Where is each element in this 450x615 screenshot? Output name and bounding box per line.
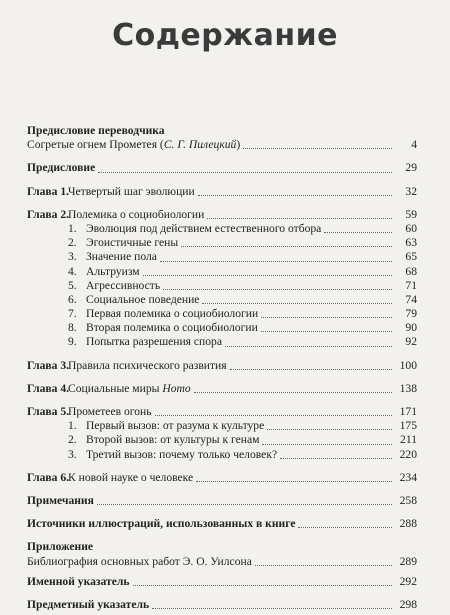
toc-row (27, 555, 417, 569)
toc-row (27, 279, 417, 293)
dot-leader (152, 607, 392, 609)
toc-entry-label: Предисловие переводчика (27, 124, 165, 137)
toc-row (27, 359, 417, 373)
toc-row (27, 185, 417, 199)
toc-row (27, 307, 417, 321)
page-number: 29 (405, 161, 417, 175)
dot-leader (194, 391, 392, 393)
dot-leader (133, 584, 392, 586)
toc-row (27, 250, 417, 264)
toc-entry-label: 4. Альтруизм (68, 264, 140, 278)
table-of-contents (27, 124, 417, 612)
section-number: 1. (68, 419, 77, 433)
toc-row (27, 335, 417, 349)
dot-leader (202, 302, 392, 304)
toc-row (27, 575, 417, 589)
toc-entry-label: Примечания (27, 493, 94, 507)
page-number: 59 (405, 207, 417, 221)
toc-row (27, 448, 417, 462)
page-number: 175 (399, 419, 417, 433)
page-number: 289 (399, 554, 417, 568)
dot-leader (280, 457, 392, 459)
toc-row (27, 405, 417, 419)
dot-leader (207, 217, 392, 219)
dot-leader (181, 245, 392, 247)
toc-entry-label: Приложение (27, 540, 94, 554)
section-number: 3. (68, 250, 77, 264)
toc-row (27, 517, 417, 531)
dot-leader (230, 368, 392, 370)
page-number: 288 (399, 517, 417, 531)
toc-entry-label: 5. Агрессивность (68, 278, 161, 292)
toc-entry-label: 3. Третий вызов: почему только человек? (68, 447, 278, 461)
dot-leader (225, 345, 392, 347)
section-number: 4. (68, 264, 77, 278)
page-number: 211 (400, 433, 417, 447)
toc-entry-label: 9. Попытка разрешения спора (68, 335, 223, 349)
dot-leader (255, 564, 392, 566)
toc-row (27, 124, 417, 138)
toc-entry-label: 2. Второй вызов: от культуры к генам (68, 433, 260, 447)
page-number: 298 (399, 597, 417, 611)
italic-text: С. Г. Пилецкий (163, 138, 237, 152)
italic-text: Homo (162, 381, 191, 395)
dot-leader (261, 316, 392, 318)
page-number: 258 (399, 493, 417, 507)
page-number: 234 (399, 470, 417, 484)
page-number: 220 (399, 447, 417, 461)
dot-leader (155, 414, 392, 416)
section-number: 9. (68, 335, 77, 349)
toc-entry-label: 2. Эгоистичные гены (68, 236, 179, 250)
toc-row (27, 471, 417, 485)
page-number: 92 (405, 335, 417, 349)
toc-entry-label: 1. Эволюция под действием естественного отбора (68, 221, 322, 235)
toc-row (27, 222, 417, 236)
toc-row (27, 138, 417, 152)
chapter-number: Глава 1. (27, 184, 70, 198)
dot-leader (196, 480, 392, 482)
toc-entry-label: Глава 3.Правила психического развития (27, 358, 227, 372)
dot-leader (143, 274, 392, 276)
page-number: 171 (399, 405, 417, 418)
dot-leader (98, 171, 392, 173)
page-title: Содержание (112, 18, 338, 53)
page-number: 63 (405, 236, 417, 250)
page-number: 100 (399, 358, 417, 372)
toc-entry-label: Глава 6.К новой науке о человеке (27, 470, 194, 484)
toc-row (27, 598, 417, 612)
page-number: 68 (405, 264, 417, 278)
dot-leader (160, 260, 392, 262)
toc-entry-label: 1. Первый вызов: от разума к культуре (68, 419, 265, 433)
page-number: 90 (405, 321, 417, 335)
section-number: 2. (68, 433, 77, 447)
toc-row (27, 540, 417, 554)
toc-row (27, 236, 417, 250)
chapter-number: Глава 5. (27, 405, 70, 418)
toc-entry-label: Согретые огнем Прометея (С. Г. Пилецкий) (27, 138, 241, 152)
toc-entry-label: 8. Вторая полемика о социобиологии (68, 321, 258, 335)
page-number: 32 (405, 184, 417, 198)
page-number: 292 (399, 574, 417, 588)
dot-leader (298, 526, 392, 528)
section-number: 2. (68, 236, 77, 250)
toc-entry-label: 3. Значение пола (68, 250, 157, 264)
dot-leader (243, 147, 392, 149)
chapter-number: Глава 6. (27, 470, 70, 484)
section-number: 3. (68, 447, 77, 461)
toc-entry-label: Предметный указатель (27, 597, 150, 611)
toc-row (27, 419, 417, 433)
toc-entry-label: Глава 4.Социальные миры Homo (27, 381, 191, 395)
page-number: 4 (411, 138, 417, 152)
toc-entry-label: Библиография основных работ Э. О. Уилсона (27, 554, 252, 568)
toc-entry-label: Именной указатель (27, 574, 130, 588)
dot-leader (267, 428, 392, 430)
section-number: 7. (68, 307, 77, 321)
toc-entry-label: Глава 2.Полемика о социобиологии (27, 207, 205, 221)
dot-leader (324, 231, 392, 233)
toc-row (27, 293, 417, 307)
section-number: 1. (68, 221, 77, 235)
dot-leader (163, 288, 392, 290)
chapter-number: Глава 3. (27, 358, 70, 372)
toc-entry-label: Предисловие (27, 161, 96, 175)
page-number: 138 (399, 381, 417, 395)
toc-row (27, 208, 417, 222)
toc-entry-label: Глава 1.Четвертый шаг эволюции (27, 184, 195, 198)
dot-leader (261, 330, 392, 332)
dot-leader (97, 503, 392, 505)
toc-entry-label: Источники иллюстраций, использованных в книге (27, 517, 296, 531)
toc-row (27, 161, 417, 175)
page-number: 65 (405, 250, 417, 264)
toc-row (27, 382, 417, 396)
page-number: 71 (405, 278, 417, 292)
section-number: 6. (68, 292, 77, 306)
toc-entry-label: 6. Социальное поведение (68, 292, 200, 306)
section-number: 8. (68, 321, 77, 335)
page-number: 60 (405, 221, 417, 235)
toc-row (27, 265, 417, 279)
dot-leader (198, 194, 392, 196)
toc-entry-label: Глава 5.Прометеев огонь (27, 405, 152, 418)
toc-entry-label: 7. Первая полемика о социобиологии (68, 307, 259, 321)
page-number: 79 (405, 307, 417, 321)
section-number: 5. (68, 278, 77, 292)
dot-leader (262, 443, 392, 445)
chapter-number: Глава 4. (27, 381, 70, 395)
chapter-number: Глава 2. (27, 207, 70, 221)
toc-row (27, 433, 417, 447)
page-number: 74 (405, 292, 417, 306)
toc-row (27, 494, 417, 508)
toc-row (27, 321, 417, 335)
